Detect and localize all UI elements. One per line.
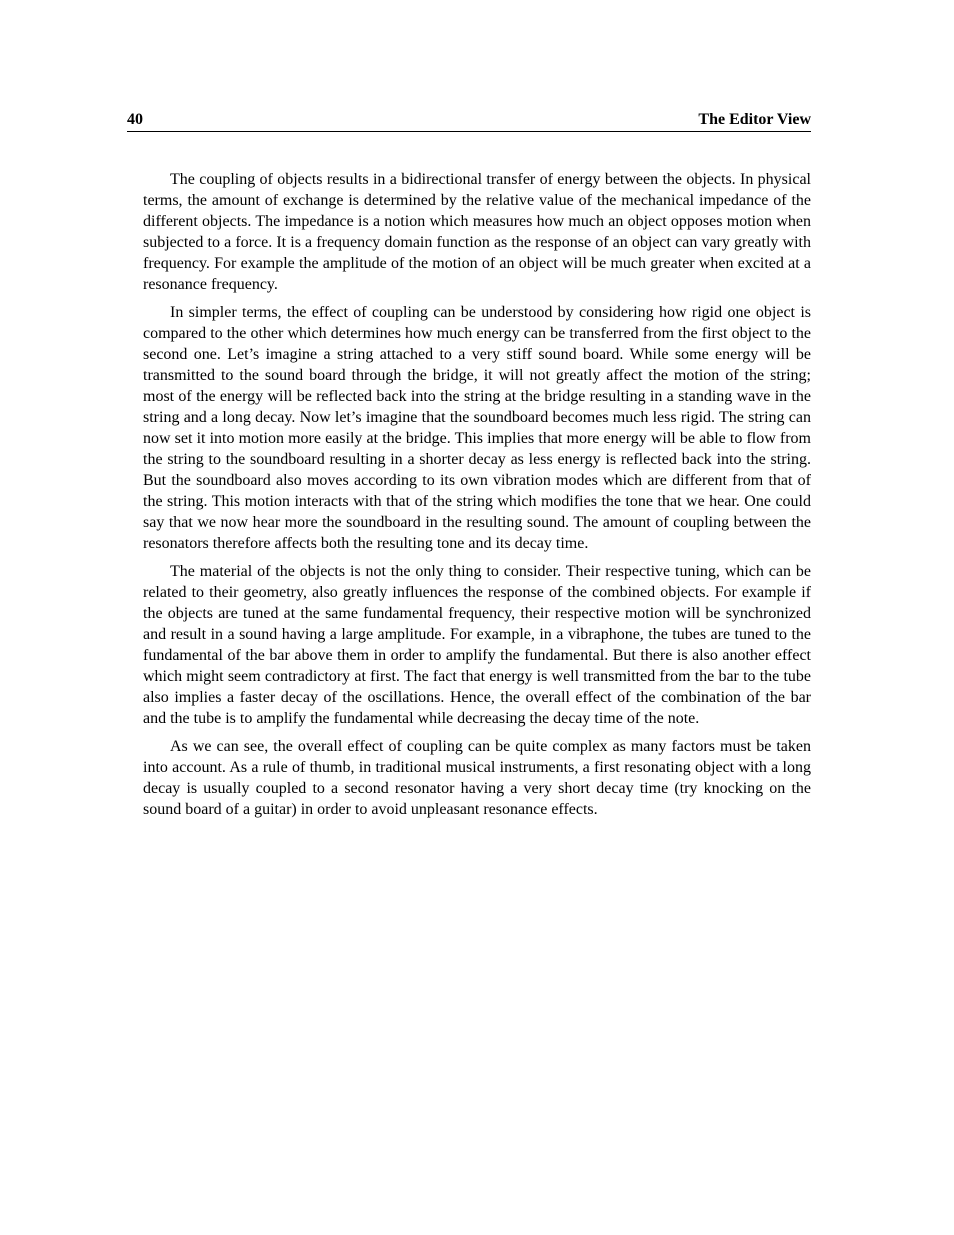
paragraph: In simpler terms, the effect of coupling can be understood by considering how rigid one object is compared to the other which determines how much energy can be transferred from the first object to the second one. Let’s imagine a string attached to a very stiff sound board. While some energy will be transmitted to the sound board through the bridge, it will not greatly affect the motion of the string; most of the energy will be reflected back into the string at the bridge resulting in a standing wave in the string and a long decay. Now let’s imagine that the soundboard becomes much less rigid. The string can now set it into motion more easily at the bridge. This implies that more energy will be able to flow from the string to the soundboard resulting in a shorter decay as less energy is reflected back into the string. But the soundboard also moves according to its own vibration modes which are different from that of the string. This motion interacts with that of the string which modifies the tone that we hear. One could say that we now hear more the soundboard in the resulting sound. The amount of coupling between the resonators therefore affects both the resulting tone and its decay time. [143,304,811,552]
paragraph: The material of the objects is not the only thing to consider. Their respective tuning, which can be related to their geometry, also greatly influences the response of the combined objects. For example if the objects are tuned at the same fundamental frequency, their respective motion will be synchronized and result in a sound having a large amplitude. For example, in a vibraphone, the tubes are tuned to the fundamental of the bar above them in order to amplify the fundamental. But there is also another effect which might seem contradictory at first. The fact that energy is well transmitted from the bar to the tube also implies a faster decay of the oscillations. Hence, the overall effect of the combination of the bar and the tube is to amplify the fundamental while decreasing the decay time of the note. [143,563,811,727]
page-header [127,108,811,132]
page-number: 40 [127,111,143,128]
paragraph: The coupling of objects results in a bidirectional transfer of energy between the objects. In physical terms, the amount of exchange is determined by the relative value of the mechanical impedance of the different objects. The impedance is a notion which measures how much an object opposes motion when subjected to a force. It is a frequency domain function as the response of an object can vary greatly with frequency. For example the amplitude of the motion of an object will be much greater when excited at a resonance frequency. [143,171,811,293]
paragraph: As we can see, the overall effect of coupling can be quite complex as many factors must be taken into account. As a rule of thumb, in traditional musical instruments, a first resonating object with a long decay is usually coupled to a second resonator having a very short decay time (try knocking on the sound board of a guitar) in order to avoid unpleasant resonance effects. [143,738,811,818]
running-title: The Editor View [698,111,811,128]
body-text [143,169,811,827]
